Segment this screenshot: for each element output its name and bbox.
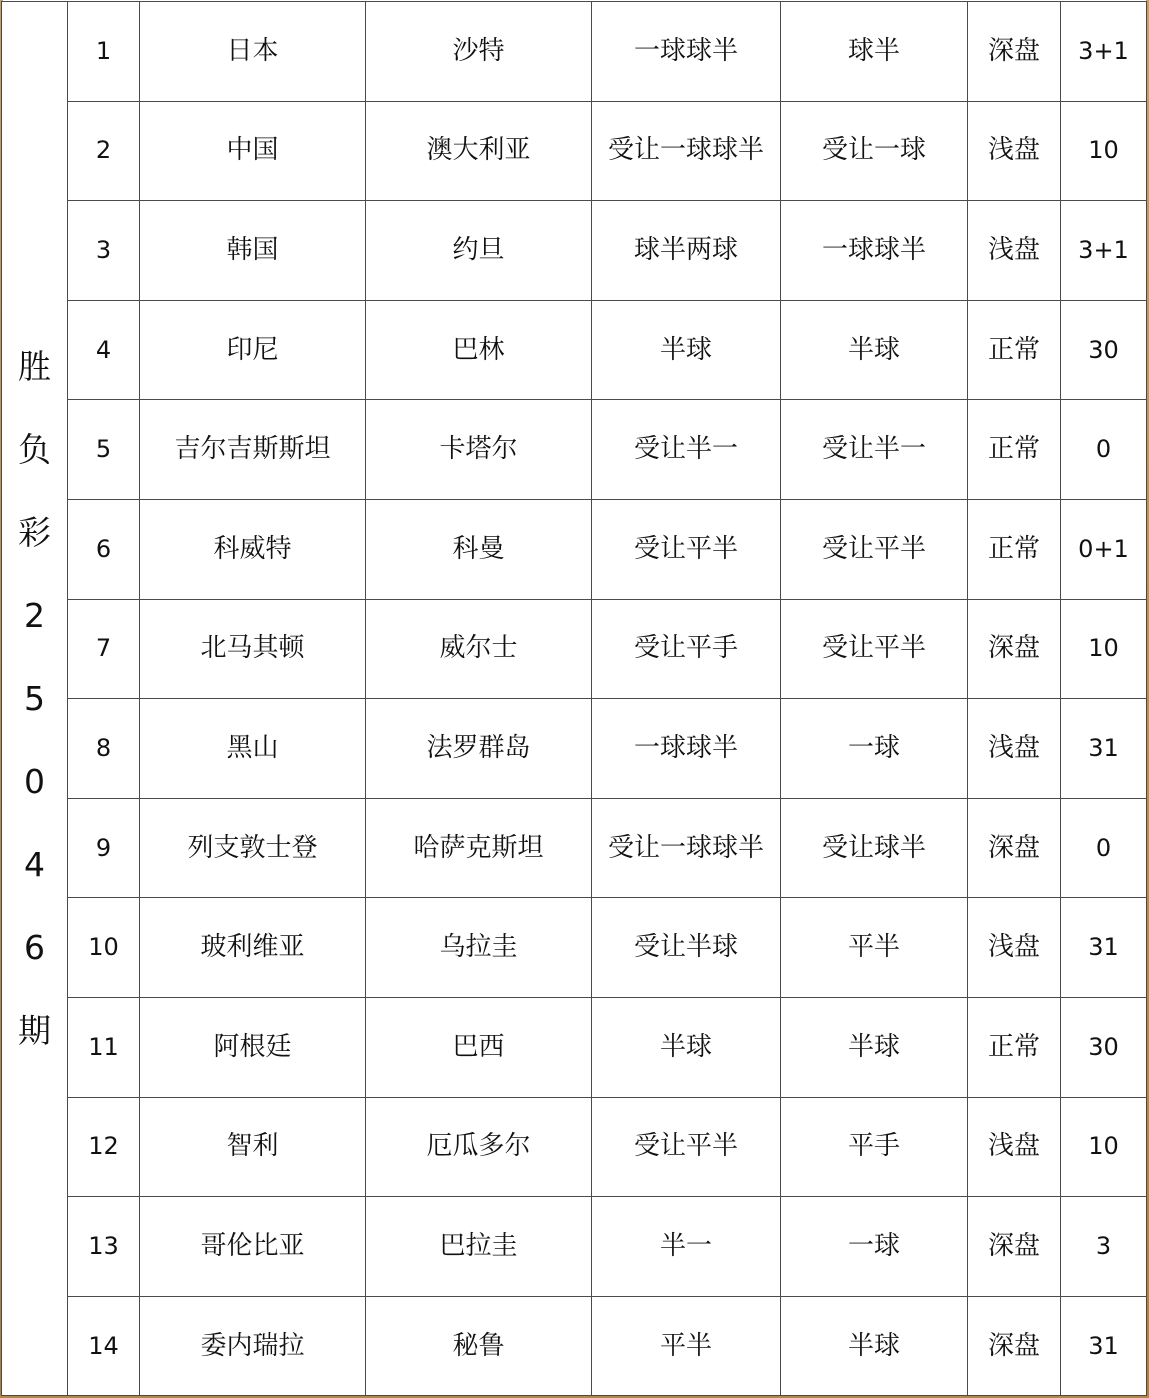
away-team: 澳大利亚 [366, 101, 592, 201]
handicap-depth: 浅盘 [968, 101, 1061, 201]
away-team: 威尔士 [366, 599, 592, 699]
pick-result: 3+1 [1061, 2, 1147, 102]
initial-handicap: 受让一球球半 [592, 798, 781, 898]
home-team: 中国 [140, 101, 366, 201]
period-char: 5 [24, 679, 45, 719]
home-team: 吉尔吉斯斯坦 [140, 400, 366, 500]
period-label [2, 2, 68, 1396]
table-row [2, 499, 1147, 599]
handicap-depth: 正常 [968, 499, 1061, 599]
away-team: 巴西 [366, 997, 592, 1097]
pick-result: 31 [1061, 699, 1147, 799]
table-body [2, 2, 1147, 1396]
home-team: 委内瑞拉 [140, 1296, 366, 1396]
current-handicap: 平手 [781, 1097, 968, 1197]
match-number: 3 [68, 201, 140, 301]
match-number: 1 [68, 2, 140, 102]
initial-handicap: 一球球半 [592, 699, 781, 799]
table-row [2, 699, 1147, 799]
initial-handicap: 受让半球 [592, 898, 781, 998]
initial-handicap: 平半 [592, 1296, 781, 1396]
current-handicap: 一球 [781, 699, 968, 799]
away-team: 乌拉圭 [366, 898, 592, 998]
handicap-depth: 深盘 [968, 1296, 1061, 1396]
match-number: 5 [68, 400, 140, 500]
match-number: 10 [68, 898, 140, 998]
table-row [2, 300, 1147, 400]
initial-handicap: 受让平手 [592, 599, 781, 699]
handicap-depth: 深盘 [968, 1197, 1061, 1297]
handicap-depth: 正常 [968, 400, 1061, 500]
pick-result: 31 [1061, 1296, 1147, 1396]
table-row [2, 1296, 1147, 1396]
home-team: 北马其顿 [140, 599, 366, 699]
home-team: 印尼 [140, 300, 366, 400]
home-team: 韩国 [140, 201, 366, 301]
pick-result: 30 [1061, 300, 1147, 400]
table-row [2, 898, 1147, 998]
initial-handicap: 半球 [592, 997, 781, 1097]
pick-result: 30 [1061, 997, 1147, 1097]
current-handicap: 一球 [781, 1197, 968, 1297]
pick-result: 10 [1061, 101, 1147, 201]
initial-handicap: 半球 [592, 300, 781, 400]
pick-result: 0 [1061, 400, 1147, 500]
current-handicap: 受让半一 [781, 400, 968, 500]
handicap-depth: 浅盘 [968, 201, 1061, 301]
match-number: 8 [68, 699, 140, 799]
away-team: 沙特 [366, 2, 592, 102]
current-handicap: 受让球半 [781, 798, 968, 898]
home-team: 科威特 [140, 499, 366, 599]
away-team: 科曼 [366, 499, 592, 599]
home-team: 列支敦士登 [140, 798, 366, 898]
period-char: 6 [24, 928, 45, 968]
pick-result: 10 [1061, 1097, 1147, 1197]
table-row [2, 400, 1147, 500]
away-team: 秘鲁 [366, 1296, 592, 1396]
match-number: 6 [68, 499, 140, 599]
current-handicap: 半球 [781, 1296, 968, 1396]
current-handicap: 受让平半 [781, 599, 968, 699]
away-team: 巴拉圭 [366, 1197, 592, 1297]
current-handicap: 平半 [781, 898, 968, 998]
initial-handicap: 受让平半 [592, 499, 781, 599]
home-team: 智利 [140, 1097, 366, 1197]
table-row [2, 1097, 1147, 1197]
away-team: 巴林 [366, 300, 592, 400]
pick-result: 3+1 [1061, 201, 1147, 301]
initial-handicap: 受让半一 [592, 400, 781, 500]
period-char: 2 [24, 596, 45, 636]
initial-handicap: 一球球半 [592, 2, 781, 102]
handicap-depth: 深盘 [968, 798, 1061, 898]
match-number: 4 [68, 300, 140, 400]
table-row [2, 599, 1147, 699]
current-handicap: 球半 [781, 2, 968, 102]
pick-result: 0+1 [1061, 499, 1147, 599]
table-row [2, 798, 1147, 898]
initial-handicap: 半一 [592, 1197, 781, 1297]
current-handicap: 受让一球 [781, 101, 968, 201]
home-team: 哥伦比亚 [140, 1197, 366, 1297]
match-number: 12 [68, 1097, 140, 1197]
match-number: 13 [68, 1197, 140, 1297]
period-char: 4 [24, 845, 45, 885]
match-number: 9 [68, 798, 140, 898]
away-team: 哈萨克斯坦 [366, 798, 592, 898]
period-char: 0 [24, 762, 45, 802]
home-team: 玻利维亚 [140, 898, 366, 998]
home-team: 黑山 [140, 699, 366, 799]
table-row [2, 101, 1147, 201]
away-team: 厄瓜多尔 [366, 1097, 592, 1197]
period-label-stack [8, 325, 61, 1072]
period-char: 彩 [18, 513, 51, 553]
match-table [1, 1, 1147, 1396]
initial-handicap: 球半两球 [592, 201, 781, 301]
match-number: 2 [68, 101, 140, 201]
period-char: 期 [18, 1011, 51, 1051]
handicap-depth: 浅盘 [968, 1097, 1061, 1197]
handicap-depth: 正常 [968, 997, 1061, 1097]
home-team: 阿根廷 [140, 997, 366, 1097]
match-number: 11 [68, 997, 140, 1097]
current-handicap: 半球 [781, 300, 968, 400]
table-row [2, 2, 1147, 102]
table-row [2, 997, 1147, 1097]
pick-result: 31 [1061, 898, 1147, 998]
handicap-depth: 浅盘 [968, 898, 1061, 998]
away-team: 卡塔尔 [366, 400, 592, 500]
pick-result: 0 [1061, 798, 1147, 898]
match-number: 7 [68, 599, 140, 699]
match-number: 14 [68, 1296, 140, 1396]
initial-handicap: 受让一球球半 [592, 101, 781, 201]
current-handicap: 半球 [781, 997, 968, 1097]
period-char: 胜 [18, 347, 51, 387]
table-row [2, 201, 1147, 301]
handicap-depth: 深盘 [968, 599, 1061, 699]
table-row [2, 1197, 1147, 1297]
pick-result: 10 [1061, 599, 1147, 699]
handicap-depth: 浅盘 [968, 699, 1061, 799]
current-handicap: 受让平半 [781, 499, 968, 599]
handicap-depth: 深盘 [968, 2, 1061, 102]
away-team: 法罗群岛 [366, 699, 592, 799]
handicap-depth: 正常 [968, 300, 1061, 400]
pick-result: 3 [1061, 1197, 1147, 1297]
away-team: 约旦 [366, 201, 592, 301]
initial-handicap: 受让平半 [592, 1097, 781, 1197]
period-char: 负 [18, 430, 51, 470]
current-handicap: 一球球半 [781, 201, 968, 301]
home-team: 日本 [140, 2, 366, 102]
